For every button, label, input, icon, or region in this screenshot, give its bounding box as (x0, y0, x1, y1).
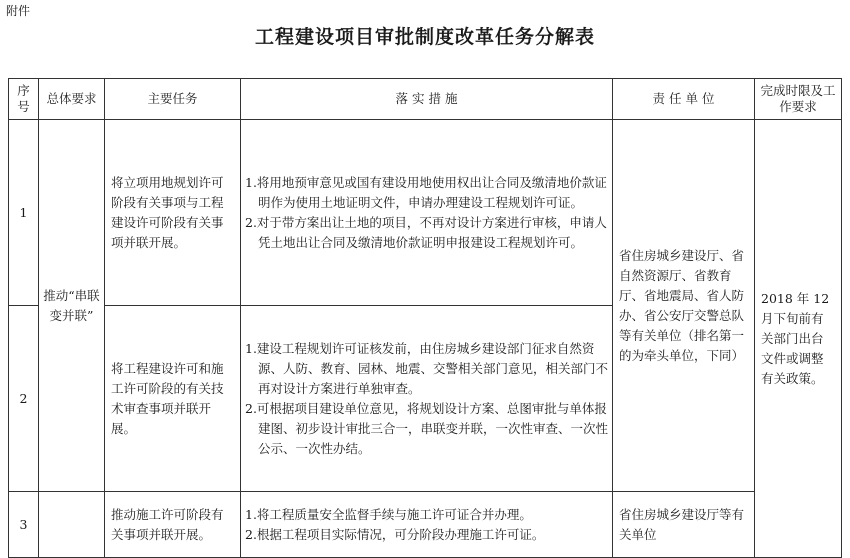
header-measures: 落 实 措 施 (241, 79, 613, 120)
table-row (9, 492, 842, 558)
header-dept: 责 任 单 位 (613, 79, 755, 120)
responsible-units: 省住房城乡建设厅、省自然资源厅、省教育厅、省地震局、省人防办、省公安厅交警总队等有关单位（排名第一的为牵头单位，下同） (613, 120, 755, 492)
general-requirement: 推动“串联变并联” (39, 120, 105, 492)
measure-item: 2.可根据项目建设单位意见，将规划设计方案、总图审批与单体报建图、初步设计审批三合一，串联变并联，一次性审查、一次性公示、一次性办结。 (245, 400, 609, 456)
row-seq: 1 (9, 120, 39, 306)
row-measures (241, 120, 613, 306)
document-title: 工程建设项目审批制度改革任务分解表 (254, 26, 595, 48)
row-measures (241, 492, 613, 558)
header-general: 总体要求 (39, 79, 105, 120)
row-seq: 3 (9, 492, 39, 558)
row-measures (241, 306, 613, 492)
attachment-label: 附件 (6, 4, 31, 18)
header-deadline: 完成时限及工作要求 (755, 79, 842, 120)
header-seq: 序号 (9, 79, 39, 120)
header-task: 主要任务 (105, 79, 241, 120)
task-table (8, 78, 842, 558)
measure-item: 1.将用地预审意见或国有建设用地使用权出让合同及缴清地价款证明作为使用土地证明文件，申请办理建设工程规划许可证。 (245, 174, 607, 210)
deadline-requirement: 2018 年 12 月下旬前有关部门出台文件或调整有关政策。 (755, 120, 842, 558)
row-task: 推动施工许可阶段有关事项并联开展。 (105, 492, 241, 558)
measure-item: 2.根据工程项目实际情况，可分阶段办理施工许可证。 (245, 526, 545, 542)
row-task: 将工程建设许可和施工许可阶段的有关技术审查事项并联开展。 (105, 306, 241, 492)
table-header-row (9, 79, 842, 120)
row-seq: 2 (9, 306, 39, 492)
measure-item: 1.建设工程规划许可证核发前，由住房城乡建设部门征求自然资源、人防、教育、园林、地震、交警相关部门意见，相关部门不再对设计方案进行单独审查。 (245, 340, 609, 396)
general-requirement-empty (39, 492, 105, 558)
row-task: 将立项用地规划许可阶段有关事项与工程建设许可阶段有关事项并联开展。 (105, 120, 241, 306)
responsible-units: 省住房城乡建设厅等有关单位 (613, 492, 755, 558)
table-row (9, 120, 842, 306)
measure-item: 2.对于带方案出让土地的项目，不再对设计方案进行审核，申请人凭土地出让合同及缴清地价款证明申报建设工程规划许可。 (245, 214, 607, 250)
measure-item: 1.将工程质量安全监督手续与施工许可证合并办理。 (245, 506, 532, 522)
